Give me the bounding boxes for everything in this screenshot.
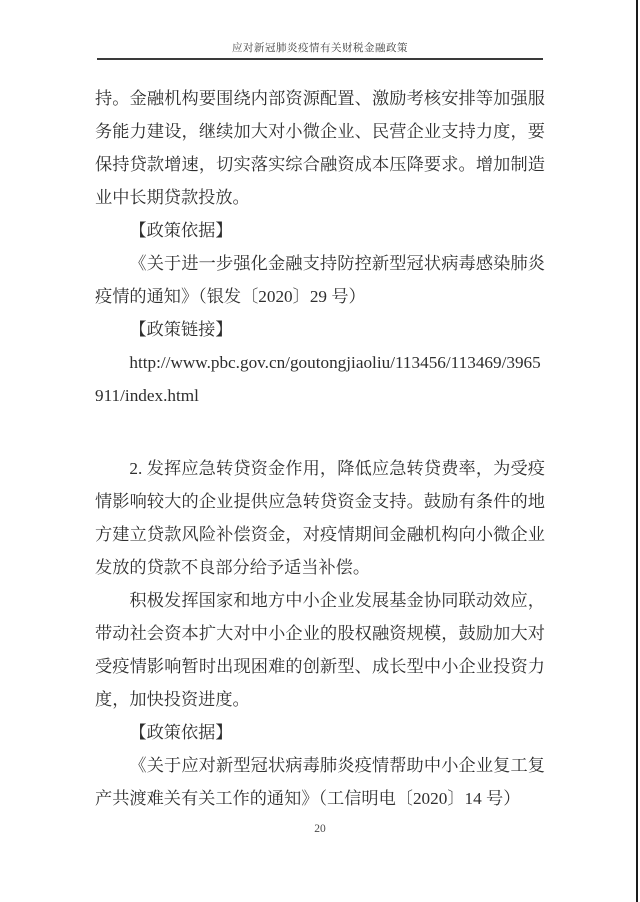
section-label-policy-link: 【政策链接】: [129, 320, 233, 339]
policy-citation-yinfa-2020-29: 《关于进一步强化金融支持防控新型冠状病毒感染肺炎疫情的通知》（银发〔2020〕29 号）: [95, 254, 545, 306]
paragraph-continuation-financial-institutions: 持。金融机构要围绕内部资源配置、激励考核安排等加强服务能力建设，继续加大对小微企业、民营企业支持力度，要保持贷款增速，切实落实综合融资成本压降要求。增加制造业中长期贷款投放。: [95, 89, 545, 207]
policy-link-url: http://www.pbc.gov.cn/goutongjiaoliu/113456/113469/3965911/index.html: [95, 353, 541, 405]
policy-citation-gongxinmingdian-2020-14: 《关于应对新型冠状病毒肺炎疫情帮助中小企业复工复产共渡难关有关工作的通知》（工信明电〔2020〕14 号）: [95, 756, 545, 808]
paragraph-item-2-emergency-loan-funds: 2. 发挥应急转贷资金作用，降低应急转贷费率，为受疫情影响较大的企业提供应急转贷资金支持。鼓励有条件的地方建立贷款风险补偿资金，对疫情期间金融机构向小微企业发放的贷款不良部分给予适当补偿。: [95, 459, 545, 577]
header-rule: [97, 58, 543, 60]
running-header-title: 应对新冠肺炎疫情有关财税金融政策: [232, 43, 408, 54]
paragraph-sme-development-fund: 积极发挥国家和地方中小企业发展基金协同联动效应，带动社会资本扩大对中小企业的股权融资规模，鼓励加大对受疫情影响暂时出现困难的创新型、成长型中小企业投资力度，加快投资进度。: [95, 591, 545, 709]
document-body: [95, 82, 545, 815]
section-label-policy-basis-2: 【政策依据】: [129, 723, 233, 742]
section-label-policy-basis-1: 【政策依据】: [129, 221, 233, 240]
page-scan-edge-line: [636, 0, 638, 902]
page-number: 20: [314, 823, 326, 835]
